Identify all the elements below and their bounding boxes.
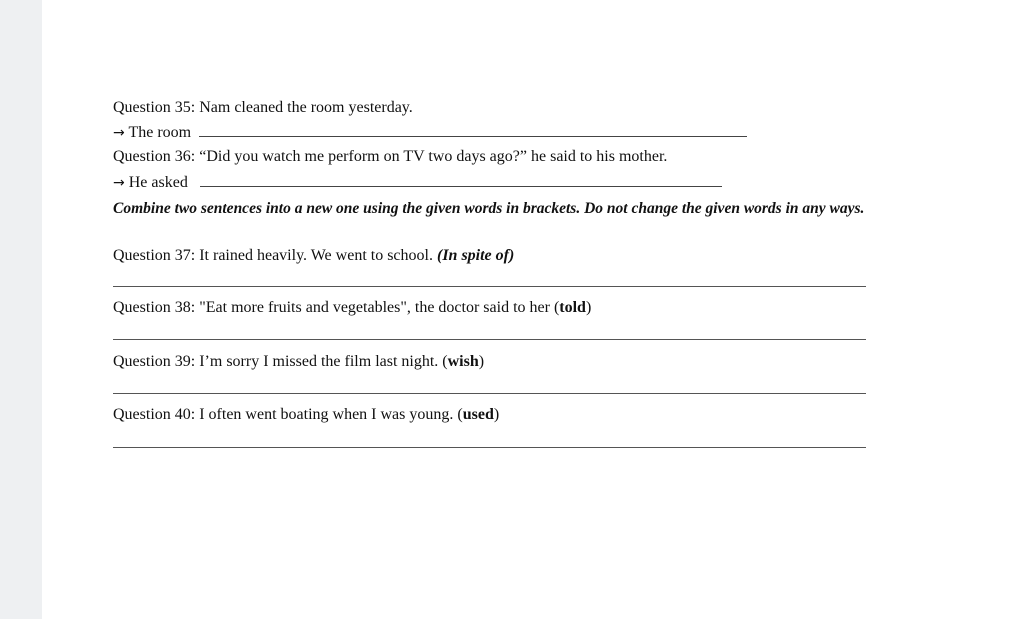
question-38-keyword-open: ( <box>553 299 560 316</box>
question-40-text: I often went boating when I was young. <box>199 406 454 423</box>
question-40 <box>113 405 499 425</box>
question-36-answer-line[interactable] <box>200 174 722 187</box>
question-40-answer-line[interactable] <box>113 447 866 448</box>
question-40-label: Question 40: <box>113 406 196 423</box>
question-38-keyword: told <box>559 299 586 316</box>
question-35 <box>113 98 413 118</box>
question-35-label: Question 35: <box>113 99 196 116</box>
question-35-answer-line[interactable] <box>199 124 747 137</box>
question-38-keyword-close: ) <box>585 299 592 316</box>
section-instruction: Combine two sentences into a new one using the given words in brackets. Do not change the given words in any ways. <box>113 200 865 217</box>
arrow-icon: → <box>113 125 125 141</box>
question-39-answer-line[interactable] <box>113 393 866 394</box>
question-35-answer <box>113 123 747 143</box>
question-36 <box>113 147 667 167</box>
question-35-text: Nam cleaned the room yesterday. <box>199 99 413 116</box>
question-37-keyword: (In spite of) <box>436 247 515 264</box>
arrow-icon: → <box>113 175 125 191</box>
question-38-answer-line[interactable] <box>113 339 866 340</box>
left-margin-panel <box>0 0 42 619</box>
question-40-keyword: used <box>462 406 494 423</box>
question-39-keyword-open: ( <box>442 353 448 370</box>
question-35-prompt: The room <box>128 124 192 141</box>
question-38 <box>113 298 591 318</box>
question-39-label: Question 39: <box>113 353 196 370</box>
question-40-keyword-open: ( <box>457 406 463 423</box>
question-37-answer-line[interactable] <box>113 286 866 287</box>
question-38-label: Question 38: <box>113 299 196 316</box>
question-40-keyword-close: ) <box>493 406 500 423</box>
question-37 <box>113 246 514 266</box>
question-38-text: "Eat more fruits and vegetables", the doctor said to her <box>199 299 550 316</box>
question-36-text: “Did you watch me perform on TV two days ago?” he said to his mother. <box>199 148 668 165</box>
question-37-text: It rained heavily. We went to school. <box>199 247 433 264</box>
question-39 <box>113 352 484 372</box>
question-39-keyword-close: ) <box>478 353 485 370</box>
question-36-prompt: He asked <box>128 174 188 191</box>
question-39-keyword: wish <box>447 353 479 370</box>
question-37-label: Question 37: <box>113 247 196 264</box>
question-36-label: Question 36: <box>113 148 196 165</box>
question-36-answer <box>113 173 722 193</box>
question-39-text: I’m sorry I missed the film last night. <box>199 353 439 370</box>
